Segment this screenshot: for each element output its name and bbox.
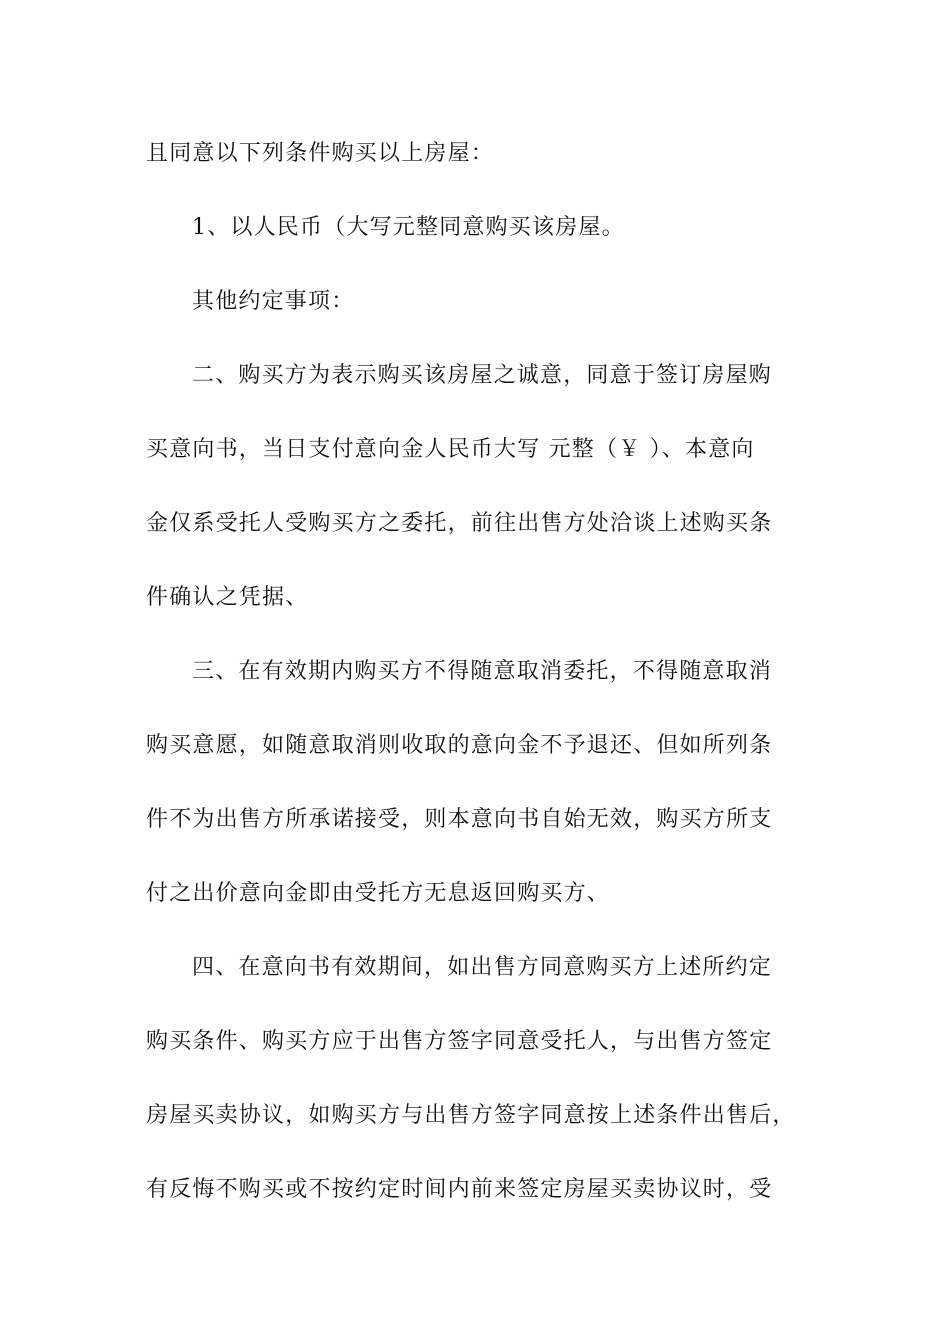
text-line-13: 购买条件、购买方应于出售方签字同意受托人，与出售方签定	[146, 1029, 773, 1054]
text-line-6: 金仅系受托人受购买方之委托，前往出售方处洽谈上述购买条	[146, 511, 773, 536]
text-line-3: 其他约定事项：	[192, 289, 355, 314]
document-body	[146, 132, 836, 1242]
text-line-2: 1、以人民币（大写元整同意购买该房屋。	[192, 215, 625, 240]
text-line-7: 件确认之凭据、	[146, 585, 309, 610]
text-line-1: 且同意以下列条件购买以上房屋：	[146, 141, 495, 166]
text-line-11: 付之出价意向金即由受托方无息返回购买方、	[146, 881, 611, 906]
text-line-12: 四、在意向书有效期间，如出售方同意购买方上述所约定	[192, 955, 773, 980]
text-line-9: 购买意愿，如随意取消则收取的意向金不予退还、但如所列条	[146, 733, 773, 758]
text-line-15: 有反悔不购买或不按约定时间内前来签定房屋买卖协议时，受	[146, 1177, 773, 1202]
text-line-10: 件不为出售方所承诺接受，则本意向书自始无效，购买方所支	[146, 807, 773, 832]
text-line-5: 买意向书，当日支付意向金人民币大写 元整（￥ ）、本意向	[146, 437, 755, 462]
text-line-14: 房屋买卖协议，如购买方与出售方签字同意按上述条件出售后，	[146, 1103, 796, 1128]
text-line-8: 三、在有效期内购买方不得随意取消委托，不得随意取消	[192, 659, 773, 684]
text-line-4: 二、购买方为表示购买该房屋之诚意，同意于签订房屋购	[192, 363, 773, 388]
